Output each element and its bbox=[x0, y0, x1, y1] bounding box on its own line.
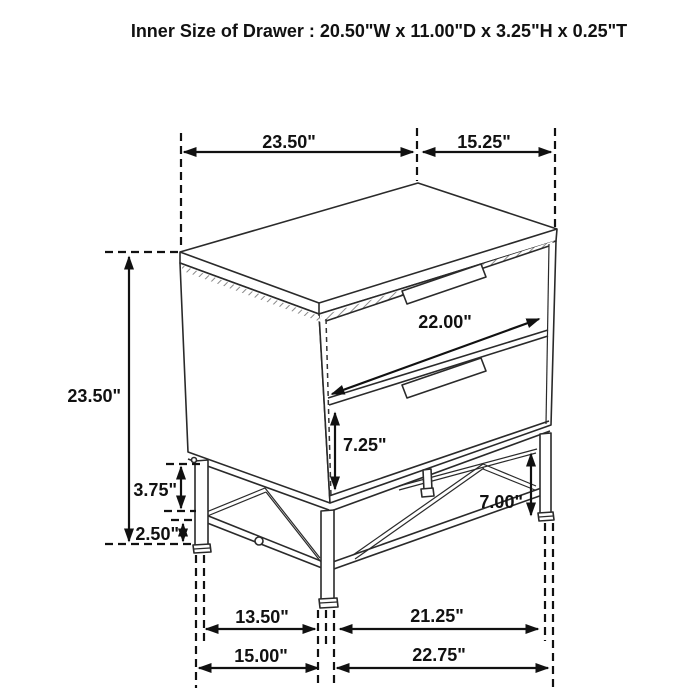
dim-label-base-side: 21.25" bbox=[410, 606, 464, 626]
leg-front bbox=[319, 510, 338, 608]
leg-back bbox=[421, 469, 434, 497]
dim-label-base-front: 13.50" bbox=[235, 607, 289, 627]
screw-hole bbox=[255, 537, 263, 545]
dim-label-overall-height: 23.50" bbox=[67, 386, 121, 406]
dim-label-frame-gap: 3.75" bbox=[133, 480, 177, 500]
nightstand-drawing bbox=[180, 183, 557, 608]
brace-left bbox=[204, 488, 321, 562]
dim-label-foot-gap: 2.50" bbox=[135, 524, 179, 544]
leg-right bbox=[538, 433, 554, 521]
dim-label-outer-side: 22.75" bbox=[412, 645, 466, 665]
dim-label-top-depth: 15.25" bbox=[457, 132, 511, 152]
dim-label-outer-front: 15.00" bbox=[234, 646, 288, 666]
dim-label-drawer-width: 22.00" bbox=[418, 312, 472, 332]
diagram-title: Inner Size of Drawer : 20.50"W x 11.00"D x 3.25"H x 0.25"T bbox=[130, 21, 628, 41]
screw-hole bbox=[192, 458, 197, 463]
dim-label-leg-height: 7.00" bbox=[479, 492, 523, 512]
leg-left bbox=[193, 460, 211, 553]
dim-label-drawer-height: 7.25" bbox=[343, 435, 387, 455]
dim-label-top-width: 23.50" bbox=[262, 132, 316, 152]
